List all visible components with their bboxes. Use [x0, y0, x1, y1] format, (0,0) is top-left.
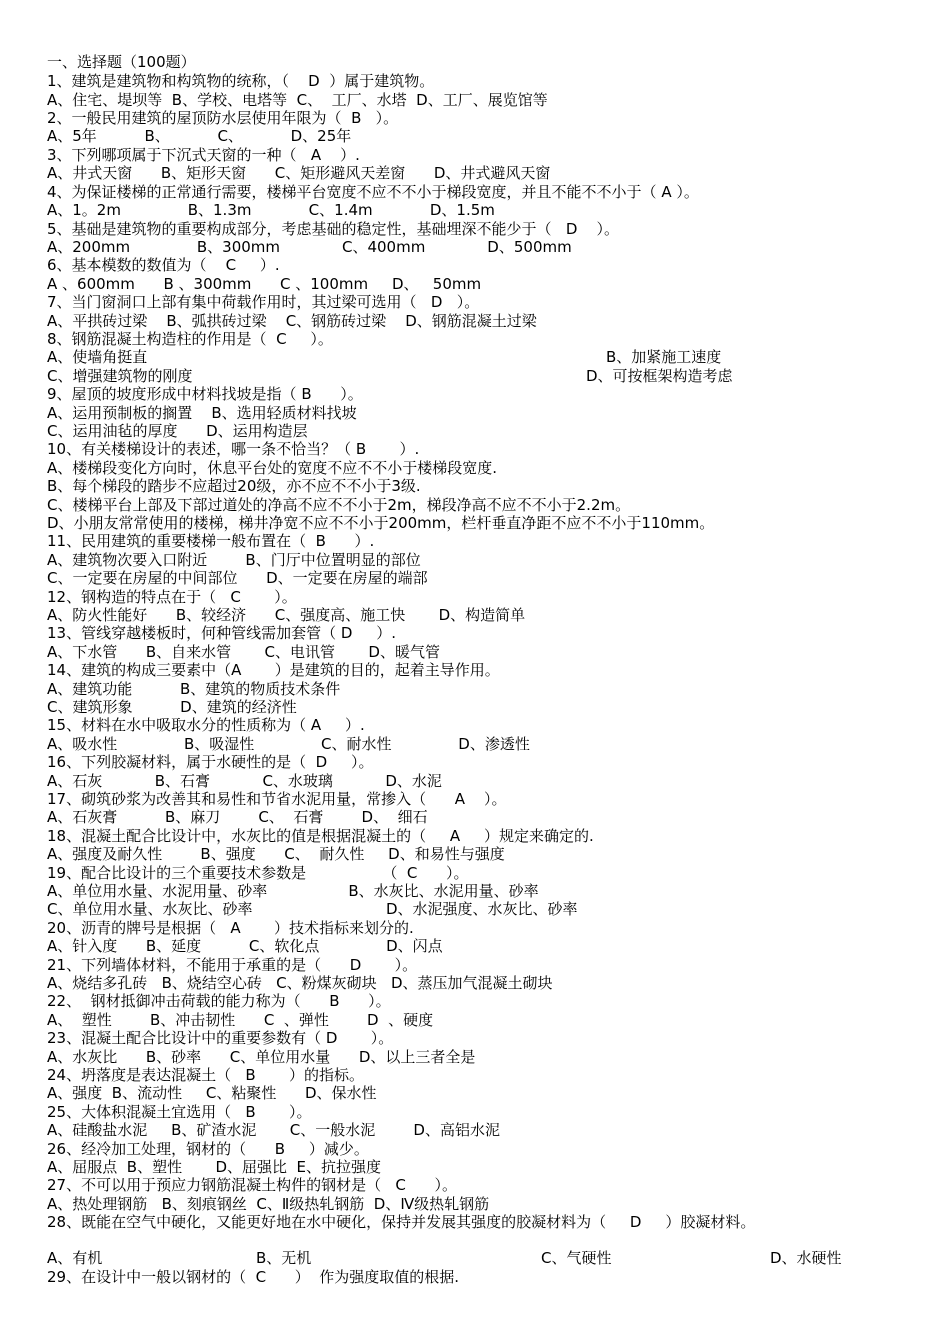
text-line: C、一定要在房屋的中间部位 D、一定要在房屋的端部 [47, 569, 428, 587]
text-line: A、屈服点 B、塑性 D、屈强比 E、抗拉强度 [47, 1158, 382, 1176]
text-line: B、无机 [256, 1249, 312, 1267]
text-line: 19、配合比设计的三个重要技术参数是 （ C ）。 [47, 864, 469, 882]
text-line: A、单位用水量、水泥用量、砂率 B、水灰比、水泥用量、砂率 [47, 882, 539, 900]
text-line: 27、不可以用于预应力钢筋混凝土构件的钢材是（ C ）。 [47, 1176, 457, 1194]
text-line: 18、混凝土配合比设计中，水灰比的值是根据混凝土的（ A ）规定来确定的. [47, 827, 594, 845]
text-line: C、增强建筑物的刚度 [47, 367, 193, 385]
text-line: 22、 钢材抵御冲击荷载的能力称为（ B ）。 [47, 992, 391, 1010]
text-line: 7、当门窗洞口上部有集中荷载作用时，其过梁可选用（ D ）。 [47, 293, 480, 311]
text-line: A、烧结多孔砖 B、烧结空心砖 C、粉煤灰砌块 D、蒸压加气混凝土砌块 [47, 974, 553, 992]
text-line: A、使墙角挺直 [47, 348, 148, 366]
text-line: A、有机 [47, 1249, 103, 1267]
text-line: A、楼梯段变化方向时，休息平台处的宽度不应不不小于楼梯段宽度. [47, 459, 498, 477]
text-line: 4、为保证楼梯的正常通行需要，楼梯平台宽度不应不不小于梯段宽度，并且不能不不小于（ A ）。 [47, 183, 699, 201]
text-line: 11、民用建筑的重要楼梯一般布置在（ B ）. [47, 532, 375, 550]
text-line: A、运用预制板的搁置 B、选用轻质材料找坡 [47, 404, 357, 422]
text-line: D、可按框架构造考虑 [586, 367, 733, 385]
section-title: 一、选择题（100题） [47, 53, 196, 71]
text-line: A、石灰膏 B、麻刀 C、 石膏 D、 细石 [47, 808, 428, 826]
text-line: A、下水管 B、自来水管 C、电讯管 D、暖气管 [47, 643, 440, 661]
text-line: A、200mm B、300mm C、400mm D、500mm [47, 238, 572, 256]
text-line: A、住宅、堤坝等 B、学校、电塔等 C、 工厂、水塔 D、工厂、展览馆等 [47, 91, 548, 109]
text-line: A、强度 B、流动性 C、粘聚性 D、保水性 [47, 1084, 377, 1102]
text-line: 2、一般民用建筑的屋顶防水层使用年限为（ B ）。 [47, 109, 399, 127]
text-line: 12、钢构造的特点在于（ C ）。 [47, 588, 297, 606]
text-line: C、运用油毡的厚度 D、运用构造层 [47, 422, 308, 440]
text-line: 26、经冷加工处理，钢材的（ B ）减少。 [47, 1140, 369, 1158]
text-line: 21、下列墙体材料，不能用于承重的是（ D ）。 [47, 956, 418, 974]
text-line: 15、材料在水中吸取水分的性质称为（ A ）. [47, 716, 365, 734]
text-line: 24、坍落度是表达混凝土（ B ）的指标。 [47, 1066, 365, 1084]
text-line: D、水硬性 [770, 1249, 842, 1267]
text-line: 29、在设计中一般以钢材的（ C ） 作为强度取值的根据. [47, 1268, 460, 1286]
text-line: 14、建筑的构成三要素中（A ）是建筑的目的，起着主导作用。 [47, 661, 500, 679]
text-line: C、气硬性 [541, 1249, 612, 1267]
text-line: A、防火性能好 B、较经济 C、强度高、施工快 D、构造简单 [47, 606, 526, 624]
text-line: 17、砌筑砂浆为改善其和易性和节省水泥用量，常掺入（ A ）。 [47, 790, 507, 808]
text-line: 9、屋顶的坡度形成中材料找坡是指（ B ）。 [47, 385, 363, 403]
text-line: 5、基础是建筑物的重要构成部分，考虑基础的稳定性，基础埋深不能少于（ D ）。 [47, 220, 619, 238]
text-line: A、 塑性 B、冲击韧性 C 、弹性 D 、硬度 [47, 1011, 434, 1029]
text-line: 3、下列哪项属于下沉式天窗的一种（ A ）. [47, 146, 360, 164]
text-line: A、吸水性 B、吸湿性 C、耐水性 D、渗透性 [47, 735, 530, 753]
text-line: B、加紧施工速度 [606, 348, 722, 366]
text-line: A、针入度 B、延度 C、软化点 D、闪点 [47, 937, 443, 955]
text-line: 20、沥青的牌号是根据（ A ）技术指标来划分的. [47, 919, 414, 937]
text-line: 13、管线穿越楼板时，何种管线需加套管（ D ）. [47, 624, 397, 642]
text-line: A、水灰比 B、砂率 C、单位用水量 D、以上三者全是 [47, 1048, 476, 1066]
text-line: 6、基本模数的数值为（ C ）. [47, 256, 280, 274]
text-line: A、石灰 B、石膏 C、水玻璃 D、水泥 [47, 772, 442, 790]
text-line: A、强度及耐久性 B、强度 C、 耐久性 D、和易性与强度 [47, 845, 505, 863]
text-line: A、建筑物次要入口附近 B、门厅中位置明显的部位 [47, 551, 421, 569]
text-line: A 、600mm B 、300mm C 、100mm D、 50mm [47, 275, 482, 293]
text-line: 16、下列胶凝材料，属于水硬性的是（ D ）。 [47, 753, 374, 771]
text-line: C、单位用水量、水灰比、砂率 D、水泥强度、水灰比、砂率 [47, 900, 578, 918]
text-line: B、每个梯段的踏步不应超过20级，亦不应不不小于3级. [47, 477, 421, 495]
text-line: A、平拱砖过梁 B、弧拱砖过梁 C、钢筋砖过梁 D、钢筋混凝土过梁 [47, 312, 537, 330]
text-line: 8、钢筋混凝土构造柱的作用是（ C ）。 [47, 330, 333, 348]
text-line: A、1。2m B、1.3m C、1.4m D、1.5m [47, 201, 495, 219]
text-line: C、楼梯平台上部及下部过道处的净高不应不不小于2m，梯段净高不应不不小于2.2m。 [47, 496, 631, 514]
text-line: A、井式天窗 B、矩形天窗 C、矩形避风天差窗 D、井式避风天窗 [47, 164, 551, 182]
text-line: 28、既能在空气中硬化，又能更好地在水中硬化，保持并发展其强度的胶凝材料为（ D ）胶凝材料。 [47, 1213, 756, 1231]
text-line: D、小朋友常常使用的楼梯，梯井净宽不应不不小于200mm，栏杆垂直净距不应不不小于110mm。 [47, 514, 715, 532]
text-line: A、建筑功能 B、建筑的物质技术条件 [47, 680, 341, 698]
text-line: A、热处理钢筋 B、刻痕钢丝 C、Ⅱ级热轧钢筋 D、Ⅳ级热轧钢筋 [47, 1195, 490, 1213]
text-line: 1、建筑是建筑物和构筑物的统称，（ D ）属于建筑物。 [47, 72, 435, 90]
text-line: A、硅酸盐水泥 B、矿渣水泥 C、一般水泥 D、高铝水泥 [47, 1121, 500, 1139]
text-line: 25、大体积混凝土宜选用（ B ）。 [47, 1103, 312, 1121]
text-line: A、5年 B、 C、 D、25年 [47, 127, 352, 145]
text-line: 10、有关楼梯设计的表述，哪一条不恰当？（ B ）. [47, 440, 420, 458]
text-line: 23、混凝土配合比设计中的重要参数有（ D ）。 [47, 1029, 394, 1047]
text-line: C、建筑形象 D、建筑的经济性 [47, 698, 297, 716]
